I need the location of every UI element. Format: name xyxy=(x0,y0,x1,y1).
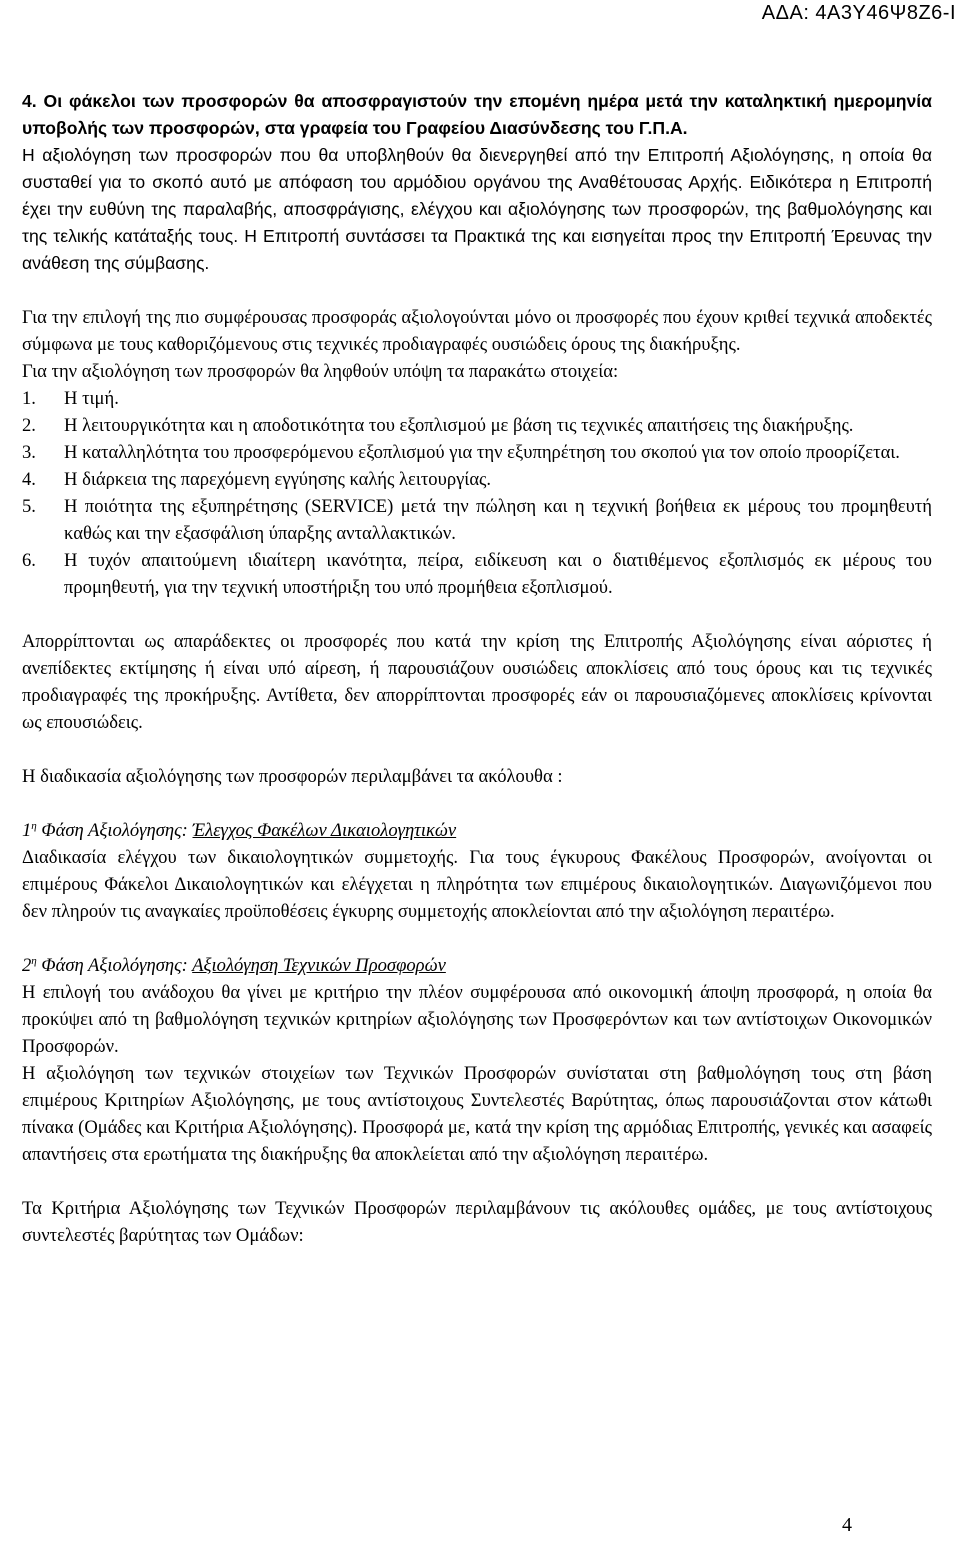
section-4-heading: 4. Οι φάκελοι των προσφορών θα αποσφραγιστούν την επομένη ημέρα μετά την καταληκτική ημερομηνία υποβολής των προσφορών, στα γραφεία του Γραφείου Διασύνδεσης του Γ.Π.Α. xyxy=(22,91,932,138)
list-text: Η ποιότητα της εξυπηρέτησης (SERVICE) μετά την πώληση και η τεχνική βοήθεια εκ μέρους του προμηθευτή καθώς και την εξασφάλιση ύπαρξης ανταλλακτικών. xyxy=(64,496,932,544)
list-item xyxy=(0,439,960,466)
rejection-paragraph: Απορρίπτονται ως απαράδεκτες οι προσφορές που κατά την κρίση της Επιτροπής Αξιολόγησης είναι αόριστες ή ανεπίδεκτες εκτίμησης ή είναι υπό αίρεση, ή παρουσιάζουν ουσιώδεις αποκλίσεις από τους όρους και τις τεχνικές προδιαγραφές της προκήρυξης. Αντίθετα, δεν απορρίπτονται προσφορές εάν οι παρουσιαζόμενες αποκλίσεις κρίνονται ως επουσιώδεις. xyxy=(22,631,932,733)
list-item xyxy=(0,412,960,439)
groups-paragraph: Τα Κριτήρια Αξιολόγησης των Τεχνικών Προσφορών περιλαμβάνουν τις ακόλουθες ομάδες, με τους αντίστοιχους συντελεστές βαρύτητας των Ομάδων: xyxy=(22,1198,932,1246)
list-number: 4. xyxy=(22,469,36,490)
phase-2-superscript: η xyxy=(31,954,37,967)
spacer xyxy=(0,736,960,763)
list-number: 5. xyxy=(22,496,36,517)
list-text: Η τιμή. xyxy=(64,388,119,409)
phase-2-title: Αξιολόγηση Τεχνικών Προσφορών xyxy=(192,955,446,976)
page-number: 4 xyxy=(842,1514,852,1536)
list-text: Η καταλληλότητα του προσφερόμενου εξοπλισμού για την εξυπηρέτηση του σκοπού για τον οποίο προορίζεται. xyxy=(64,442,900,463)
phase-1-heading xyxy=(0,817,960,844)
spacer xyxy=(0,790,960,817)
list-item xyxy=(0,493,960,547)
list-number: 1. xyxy=(22,388,36,409)
phase-1-text: Διαδικασία ελέγχου των δικαιολογητικών συμμετοχής. Για τους έγκυρους Φακέλους Προσφορών, ανοίγονται οι επιμέρους Φάκελοι Δικαιολογητικών και ελέγχεται η πληρότητα των επιμέρους δικαιολογητικών. Διαγωνιζόμενοι που δεν πληρούν τις αναγκαίες προϋποθέσεις έγκυρης συμμετοχής αποκλείονται από την αξιολόγηση περαιτέρω. xyxy=(22,847,932,922)
phase-2-text-1: Η επιλογή του ανάδοχου θα γίνει με κριτήριο την πλέον συμφέρουσα από οικονομική άποψη προσφορά, η οποία θα προκύψει από τη βαθμολόγηση τεχνικών κριτηρίων αξιολόγησης των Προσφερόντων και των αντίστοιχων Οικονομικών Προσφορών. xyxy=(22,982,932,1057)
evaluation-paragraph: Η αξιολόγηση των προσφορών που θα υποβληθούν θα διενεργηθεί από την Επιτροπή Αξιολόγησης, η οποία θα συσταθεί για το σκοπό αυτό με απόφαση του αρμόδιου οργάνου της Αναθέτουσας Αρχής. Ειδικότερα η Επιτροπή έχει την ευθύνη της παραλαβής, αποσφράγισης, ελέγχου και αξιολόγησης των προσφορών, της βαθμολόγησης και της τελικής κατάταξής τους. Η Επιτροπή συντάσσει τα Πρακτικά της και εισηγείται προς την Επιτροπή Έρευνας την ανάθεση της σύμβασης. xyxy=(22,145,932,273)
document-page xyxy=(0,88,960,1249)
criteria-list xyxy=(0,385,960,601)
list-text: Η διάρκεια της παρεχόμενη εγγύησης καλής λειτουργίας. xyxy=(64,469,492,490)
list-number: 3. xyxy=(22,442,36,463)
phase-2-heading xyxy=(0,952,960,979)
list-item xyxy=(0,547,960,601)
phase-1-title: Έλεγχος Φακέλων Δικαιολογητικών xyxy=(192,820,457,841)
phase-1-number: 1 xyxy=(22,820,32,841)
list-item xyxy=(0,385,960,412)
procedure-intro: Η διαδικασία αξιολόγησης των προσφορών περιλαμβάνει τα ακόλουθα : xyxy=(22,766,563,787)
ada-code: ΑΔΑ: 4Α3Υ46Ψ8Ζ6-Ι xyxy=(761,2,956,24)
phase-2-text-2: Η αξιολόγηση των τεχνικών στοιχείων των Τεχνικών Προσφορών συνίσταται στη βαθμολόγηση τους στη βάση επιμέρους Κριτηρίων Αξιολόγησης, με τους αντίστοιχους Συντελεστές Βαρύτητας, όπως παρουσιάζονται στον κάτωθι πίνακα (Ομάδες και Κριτήρια Αξιολόγησης). Προσφορά με, κατά την κρίση της αρμόδιας Επιτροπής, γενικές και ασαφείς απαντήσεις στα ερωτήματα της διακήρυξης θα αποκλείεται από την αξιολόγηση περαιτέρω. xyxy=(22,1063,932,1165)
list-number: 2. xyxy=(22,415,36,436)
phase-1-label: Φάση Αξιολόγησης: xyxy=(41,820,188,841)
list-number: 6. xyxy=(22,550,36,571)
list-text: Η λειτουργικότητα και η αποδοτικότητα του εξοπλισμού με βάση τις τεχνικές απαιτήσεις της διακήρυξης. xyxy=(64,415,854,436)
spacer xyxy=(0,601,960,628)
spacer xyxy=(0,277,960,304)
list-item xyxy=(0,466,960,493)
selection-intro: Για την επιλογή της πιο συμφέρουσας προσφοράς αξιολογούνται μόνο οι προσφορές που έχουν κριθεί τεχνικά αποδεκτές σύμφωνα με τους καθοριζόμενους στις τεχνικές προδιαγραφές ουσιώδεις όρους της διακήρυξης. xyxy=(22,307,932,355)
spacer xyxy=(0,925,960,952)
phase-2-label: Φάση Αξιολόγησης: xyxy=(41,955,188,976)
list-text: Η τυχόν απαιτούμενη ιδιαίτερη ικανότητα, πείρα, ειδίκευση και ο διατιθέμενος εξοπλισμός εκ μέρους του προμηθευτή, για την τεχνική υποστήριξη του υπό προμήθεια εξοπλισμού. xyxy=(64,550,932,598)
phase-2-number: 2 xyxy=(22,955,32,976)
phase-1-superscript: η xyxy=(31,819,37,832)
spacer xyxy=(0,1168,960,1195)
criteria-intro: Για την αξιολόγηση των προσφορών θα ληφθούν υπόψη τα παρακάτω στοιχεία: xyxy=(22,361,619,382)
